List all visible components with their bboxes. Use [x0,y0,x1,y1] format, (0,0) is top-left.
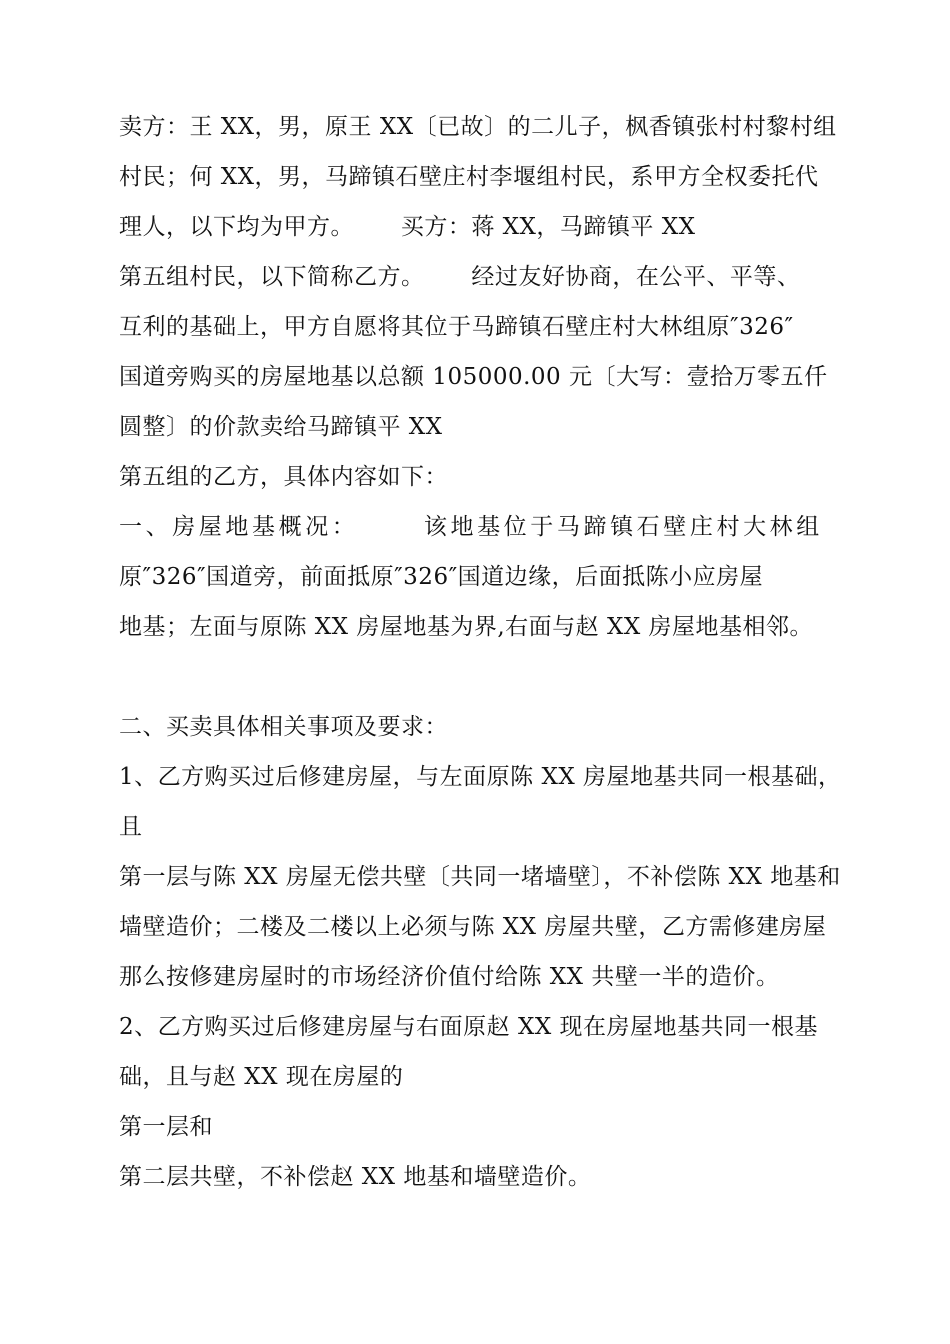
text-line: 村民；何 XX，男，马蹄镇石壁庄村李堰组村民，系甲方全权委托代 [119,164,819,190]
text-line: 圆整〕的价款卖给马蹄镇平 XX [119,414,443,440]
text-line: 且 [119,814,143,840]
section-heading-line: 一、房屋地基概况： 该地基位于马蹄镇石壁庄村大林组 [119,514,823,540]
text-line: 第五组村民，以下简称乙方。 经过友好协商，在公平、平等、 [119,264,801,290]
text-line: 第二层共壁，不补偿赵 XX 地基和墙壁造价。 [119,1164,592,1190]
text-line: 第一层和 [119,1114,213,1140]
text-line: 1、乙方购买过后修建房屋，与左面原陈 XX 房屋地基共同一根基础， [119,764,842,790]
text-line: 国道旁购买的房屋地基以总额 105000.00 元〔大写：壹拾万零五仟 [119,364,828,390]
text-line: 第五组的乙方，具体内容如下： [119,464,448,490]
section-heading-line: 二、买卖具体相关事项及要求： [119,714,448,740]
text-line: 地基；左面与原陈 XX 房屋地基为界,右面与赵 XX 房屋地基相邻。 [119,614,814,640]
text-line: 墙壁造价；二楼及二楼以上必须与陈 XX 房屋共壁，乙方需修建房屋 [119,914,827,940]
text-line: 卖方：王 XX，男，原王 XX〔已故〕的二儿子，枫香镇张村村黎村组 [119,114,837,140]
text-line: 那么按修建房屋时的市场经济价值付给陈 XX 共壁一半的造价。 [119,964,780,990]
text-line: 理人，以下均为甲方。 买方：蒋 XX，马蹄镇平 XX [119,214,696,240]
text-line: 础，且与赵 XX 现在房屋的 [119,1064,404,1090]
text-line: 原″326″国道旁，前面抵原″326″国道边缘，后面抵陈小应房屋 [119,564,764,590]
text-line: 互利的基础上，甲方自愿将其位于马蹄镇石壁庄村大林组原″326″ [119,314,794,340]
text-line: 2、乙方购买过后修建房屋与右面原赵 XX 现在房屋地基共同一根基 [119,1014,819,1040]
text-line: 第一层与陈 XX 房屋无偿共壁〔共同一堵墙壁〕，不补偿陈 XX 地基和 [119,864,841,890]
